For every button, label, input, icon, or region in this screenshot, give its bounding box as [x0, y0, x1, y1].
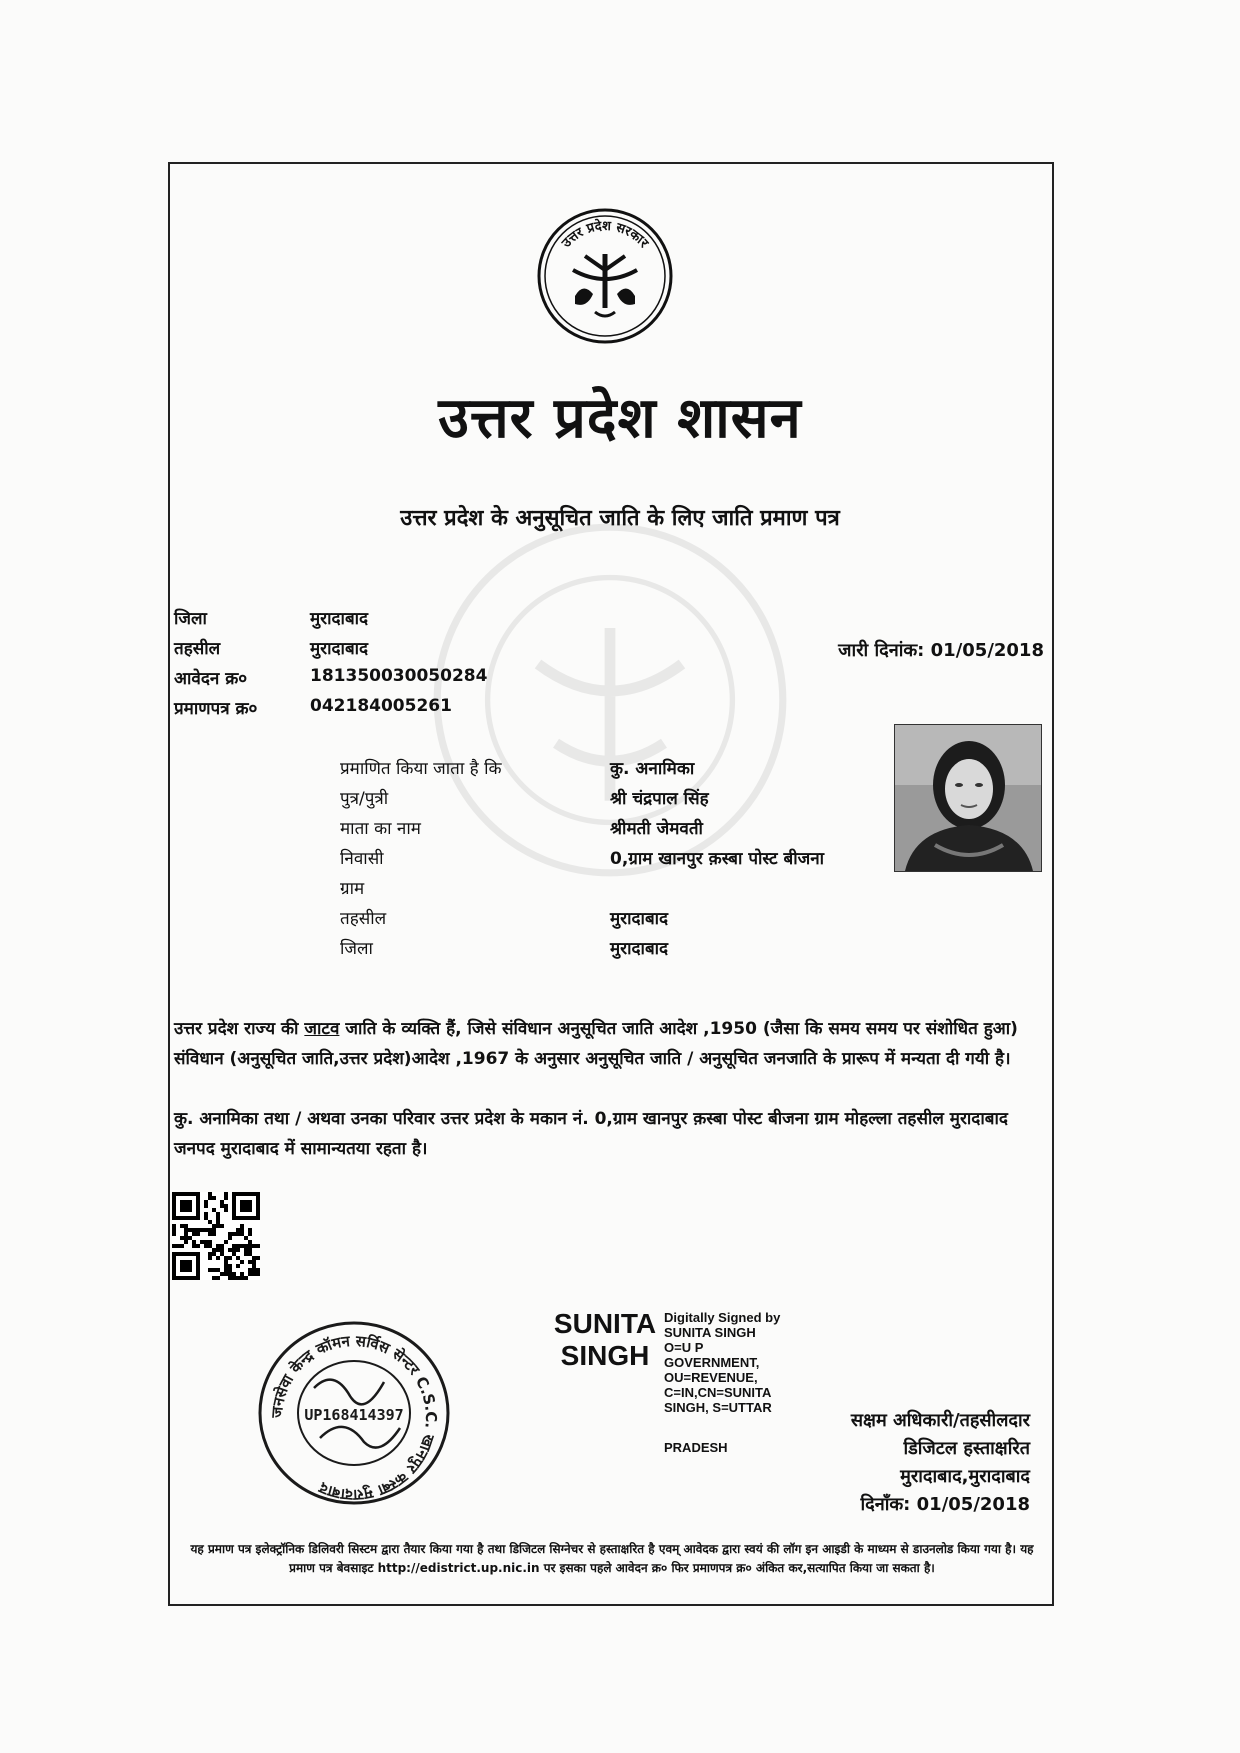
- certified-label: प्रमाणित किया जाता है कि: [340, 759, 502, 779]
- village-label: ग्राम: [340, 879, 365, 899]
- up-govt-emblem: [537, 208, 673, 344]
- signing-place: मुरादाबाद,मुरादाबाद: [900, 1466, 1030, 1487]
- signer-name: SUNITA SINGH: [553, 1308, 657, 1371]
- caste-statement-end: जाति के व्यक्ति हैं, जिसे संविधान अनुसूचित जाति आदेश ,1950 (जैसा कि समय समय पर संशोधित हुआ) संविधान (अनुसूचित जाति,उत्तर प्रदेश)आदेश ,1967 के अनुसार अनुसूचित जाति / अनुसूचित जनजाति के प्रारूप में मन्यता दी गयी है।: [174, 1019, 1018, 1069]
- mother-label: माता का नाम: [340, 819, 421, 839]
- qr-code: [172, 1192, 260, 1280]
- district-value: मुरादाबाद: [310, 609, 369, 629]
- person-district-value: मुरादाबाद: [610, 939, 669, 959]
- stamp-id: UP168414397: [304, 1406, 404, 1424]
- mother-name: श्रीमती जेमवती: [610, 819, 703, 839]
- person-tehsil-value: मुरादाबाद: [610, 909, 669, 929]
- certificate-no-label: प्रमाणपत्र क्र०: [174, 699, 258, 719]
- residence-statement: कु. अनामिका तथा / अथवा उनका परिवार उत्तर प्रदेश के मकान नं. 0,ग्राम खानपुर क़स्बा पोस्ट बीजना ग्राम मोहल्ला तहसील मुरादाबाद जनपद मुरादाबाद में सामान्यतया रहता है।: [174, 1109, 1008, 1159]
- svg-text:उत्तर प्रदेश सरकार: [558, 218, 651, 252]
- digital-signed-hindi: डिजिटल हस्ताक्षरित: [903, 1438, 1030, 1459]
- page-title: उत्तर प्रदेश शासन: [438, 385, 802, 451]
- emblem-arc-text: उत्तर प्रदेश सरकार: [559, 218, 651, 251]
- certificate-subtitle: उत्तर प्रदेश के अनुसूचित जाति के लिए जाति प्रमाण पत्र: [400, 506, 840, 531]
- signing-date: दिनाँक: 01/05/2018: [860, 1494, 1030, 1515]
- digital-signature-details: Digitally Signed by SUNITA SINGH O=U P GOVERNMENT, OU=REVENUE, C=IN,CN=SUNITA SINGH, S=UTTAR: [664, 1310, 781, 1415]
- person-tehsil-label: तहसील: [340, 909, 387, 929]
- tehsil-label: तहसील: [174, 639, 221, 659]
- authority-designation: सक्षम अधिकारी/तहसीलदार: [850, 1410, 1030, 1431]
- resident-label: निवासी: [340, 849, 384, 869]
- resident-value: 0,ग्राम खानपुर क़स्बा पोस्ट बीजना: [610, 849, 825, 869]
- issue-date: जारी दिनांक: 01/05/2018: [838, 640, 1044, 661]
- caste-statement-start: उत्तर प्रदेश राज्य की: [174, 1019, 305, 1039]
- footer-note: यह प्रमाण पत्र इलेक्ट्रॉनिक डिलिवरी सिस्टम द्वारा तैयार किया गया है तथा डिजिटल सिग्नेचर से हस्ताक्षरित है एवम् आवेदक द्वारा स्वयं की लॉग इन आइडी के माध्यम से डाउनलोड किया गया है। यह प्रमाण पत्र बेवसाइट http://edistrict.up.nic.in पर इसका पहले आवेदन क्र० फिर प्रमाणपत्र क्र० अंकित कर,सत्यापित किया जा सकता है।: [190, 1542, 1034, 1575]
- stamp-ring-text: जनसेवा केन्द्र कॉमन सर्विस सेन्टर C.S.C. खानपुर कस्बा मुरादाबाद: [267, 1331, 441, 1505]
- digital-signature-state: PRADESH: [664, 1440, 728, 1455]
- tehsil-value: मुरादाबाद: [310, 639, 369, 659]
- certified-name: कु. अनामिका: [610, 759, 695, 779]
- person-district-label: जिला: [340, 939, 373, 959]
- applicant-photo: [894, 724, 1042, 872]
- parent-label: पुत्र/पुत्री: [340, 789, 389, 809]
- parent-name: श्री चंद्रपाल सिंह: [610, 789, 709, 809]
- csc-stamp: [254, 1318, 454, 1508]
- district-label: जिला: [174, 609, 207, 629]
- caste-statement: [174, 1014, 1044, 1074]
- certificate-no-value: 042184005261: [310, 696, 452, 716]
- application-no-label: आवेदन क्र०: [174, 669, 248, 689]
- caste-name: जाटव: [304, 1019, 340, 1039]
- application-no-value: 181350030050284: [310, 666, 488, 686]
